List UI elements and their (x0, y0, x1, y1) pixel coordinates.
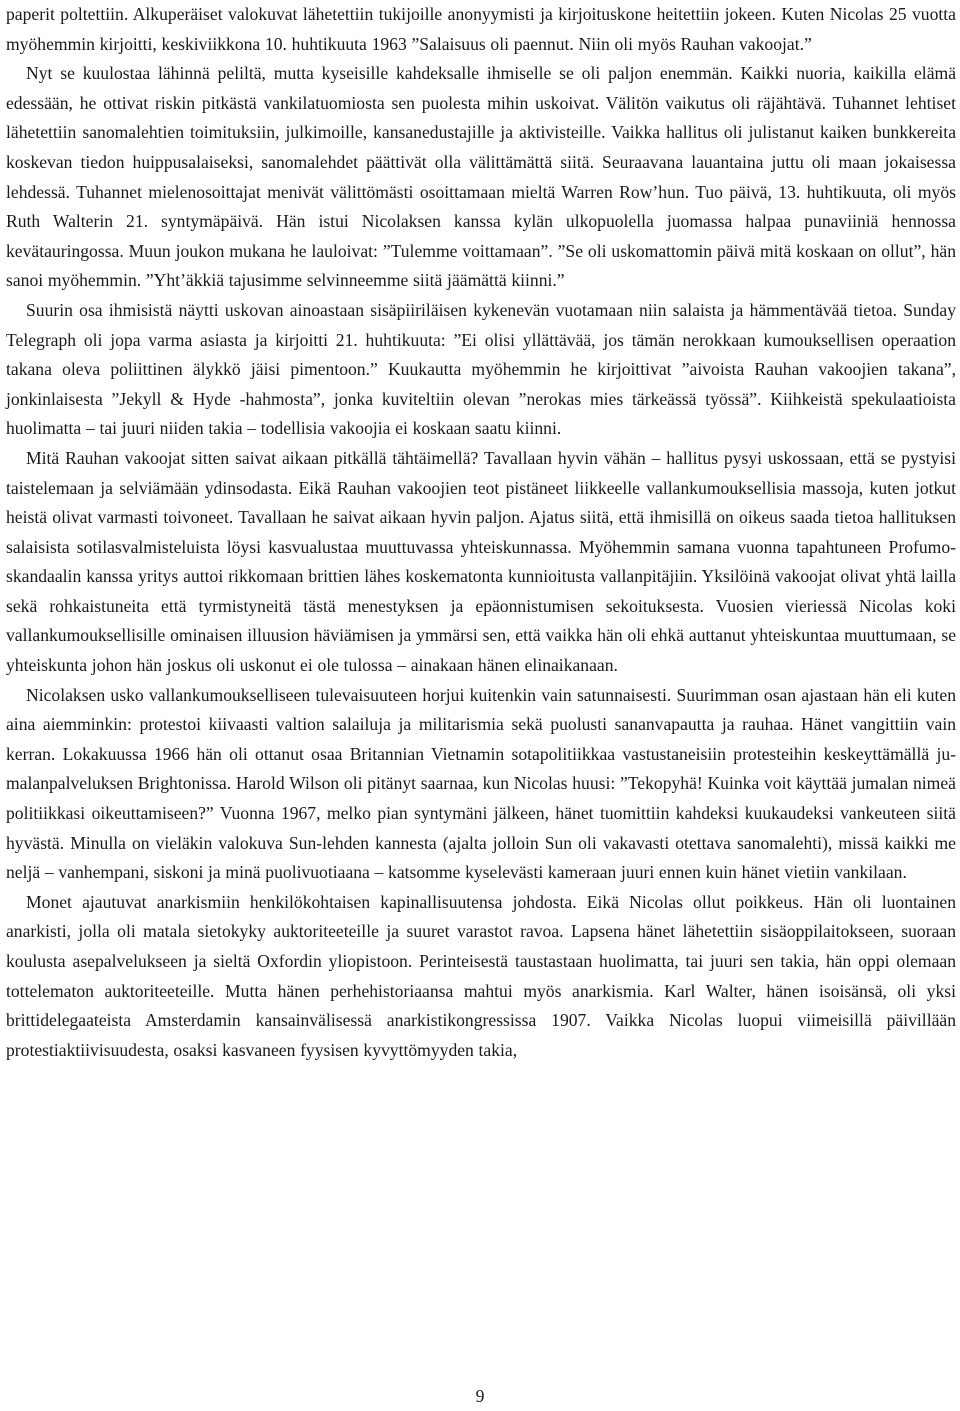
page-number: 9 (475, 1386, 485, 1406)
body-text (6, 0, 956, 1065)
paragraph-4: Mitä Rauhan vakoojat sitten saivat aikaan pitkällä tähtäimellä? Tavallaan hyvin vähän – hallitus pysyi uskossaan, että se pystyisi taistelemaan ja selviämään ydinsodasta. Eikä Rauhan vakoojien teot pistäneet liikkeelle vallankumouksellisia massoja, kuten jotkut heistä olivat varmasti toivoneet. Tavallaan he saivat aikaan hyvin paljon. Ajatus siitä, että ihmisillä on oikeus saada tietoa hallituksen salaisista sotilasvalmisteluista löysi kasvualustaa muuttuvassa yhteiskunnassa. Myöhemmin samana vuonna tapahtuneen Profumo-skandaalin kanssa yritys auttoi rikkomaan brittien lähes koskematonta kunnioitusta vallanpitäjiin. Yksilöinä vakoojat olivat yhtä lailla sekä rohkaistuneita että tyrmistyneitä tästä menestyksen ja epäonnistumisen sekoituksesta. Vuosien vieriessä Nicolas koki vallankumouksellisille ominaisen illuusion häviämisen ja ymmärsi sen, että vaikka hän oli ehkä auttanut yhteiskuntaa muuttumaan, se yhteiskunta johon hän joskus oli uskonut ei ole tulossa – ainakaan hänen elinaikanaan. (6, 447, 956, 676)
paragraph-2: Nyt se kuulostaa lähinnä peliltä, mutta kyseisille kahdeksalle ihmiselle se oli paljon enemmän. Kaikki nuoria, kaikilla elämä edessään, he ottivat riskin pitkästä vankilatuomiosta sen puolesta mihin uskoivat. Välitön vaikutus oli räjähtävä. Tuhannet lehtiset lähetettiin sanomalehtien toimituksiin, julkimoille, kansanedustajille ja aktivisteille. Vaikka hallitus oli julistanut kaiken bunkkereita koskevan tiedon huippusalaiseksi, sanomalehdet päättivät olla välittämättä siitä. Seuraavana lauantaina juttu oli maan jokaisessa lehdessä. Tuhannet mielenosoittajat menivät välittömästi osoittamaan mieltä Warren Row’hun. Tuo päivä, 13. huhtikuuta, oli myös Ruth Walterin 21. syntymäpäivä. Hän istui Nicolaksen kanssa kylän ulkopuolella juomassa halpaa punaviiniä hennossa kevätauringossa. Muun joukon mukana he lauloivat: ”Tulemme voittamaan”. ”Se oli uskomattomin päivä mitä koskaan on ollut”, hän sanoi myöhemmin. ”Yht’äkkiä tajusimme selvinneemme siitä jäämättä kiinni.” (6, 63, 956, 291)
paragraph-3: Suurin osa ihmisistä näytti uskovan ainoastaan sisäpiiriläisen kykenevän vuotamaan niin salaista ja hämmentävää tietoa. Sunday Telegraph oli jopa varma asiasta ja kirjoitti 21. huhtikuuta: ”Ei olisi yllättävää, jos tämän nerokkaan kumouksellisen operaation takana oleva poliittinen älykkö jäisi pimentoon.” Kuukautta myöhemmin he kirjoittivat ”aivoista Rauhan vakoojien takana”, jonkinlaisesta ”Jekyll & Hyde -hahmosta”, jonka kuviteltiin olevan ”nerokas mies tärkeässä työssä”. Kiihkeistä spekulaatioista huolimatta – tai juuri niiden takia – todellisia vakoojia ei koskaan saatu kiinni. (6, 299, 956, 439)
paragraph-1: paperit poltettiin. Alkuperäiset valokuvat lähetettiin tukijoille anonyymisti ja kirjoituskone heitettiin jokeen. Kuten Nicolas 25 vuotta myöhemmin kirjoitti, keskiviikkona 10. huhtikuuta 1963 ”Salaisuus oli paennut. Niin oli myös Rauhan vakoojat.” (6, 4, 956, 54)
paragraph-6: Monet ajautuvat anarkismiin henkilökohtaisen kapinallisuutensa johdosta. Eikä Nicolas ollut poikkeus. Hän oli luontainen anarkisti, jolla oli matala sietokyky auktoriteeteille ja suuret varastot ravoa. Lapsena hänet lähetettiin sisäoppilaitokseen, suoraan koulusta asepalvelukseen ja sieltä Oxfordin yliopistoon. Perinteisestä taustastaan huolimatta, tai juuri sen takia, hän oppi olemaan tottelematon auktoriteeteille. Mutta hänen perhehistoriaansa mahtui myös anarkismia. Karl Walter, hänen isoisänsä, oli yksi brittidelegaateista Amsterdamin kansainvälisessä anarkistikongressissa 1907. Vaikka Nicolas luopui viimeisillä päivillään protestiaktiivisuudesta, osaksi kasvaneen fyysisen kyvyttömyyden takia, (6, 891, 956, 1060)
paragraph-5: Nicolaksen usko vallankumoukselliseen tulevaisuuteen horjui kuitenkin vain satunnaisesti. Suurimman osan ajastaan hän eli kuten aina aiemminkin: protestoi kiivaasti valtion salailuja ja militarismia sekä puolusti sananvapautta ja rauhaa. Hänet vangittiin vain kerran. Lokakuussa 1966 hän oli ottanut osaa Britannian Vietnamin sotapolitiikkaa vastustaneisiin protesteihin keskeyttämällä jumalanpalveluksen Brightonissa. Harold Wilson oli pitänyt saarnaa, kun Nicolas huusi: ”Tekopyhä! Kuinka voit käyttää jumalan nimeä politiikkasi oikeuttamiseen?” Vuonna 1967, melko pian syntymäni jälkeen, hänet tuomittiin kahdeksi kuukaudeksi vankeuteen siitä hyvästä. Minulla on vieläkin valokuva Sun-lehden kannesta (ajalta jolloin Sun oli vakavasti otettava sanomalehti), missä kaikki me neljä – vanhempani, siskoni ja minä puolivuotiaana – katsomme kyselevästi kameraan juuri ennen kuin hänet vietiin vankilaan. (6, 684, 956, 883)
